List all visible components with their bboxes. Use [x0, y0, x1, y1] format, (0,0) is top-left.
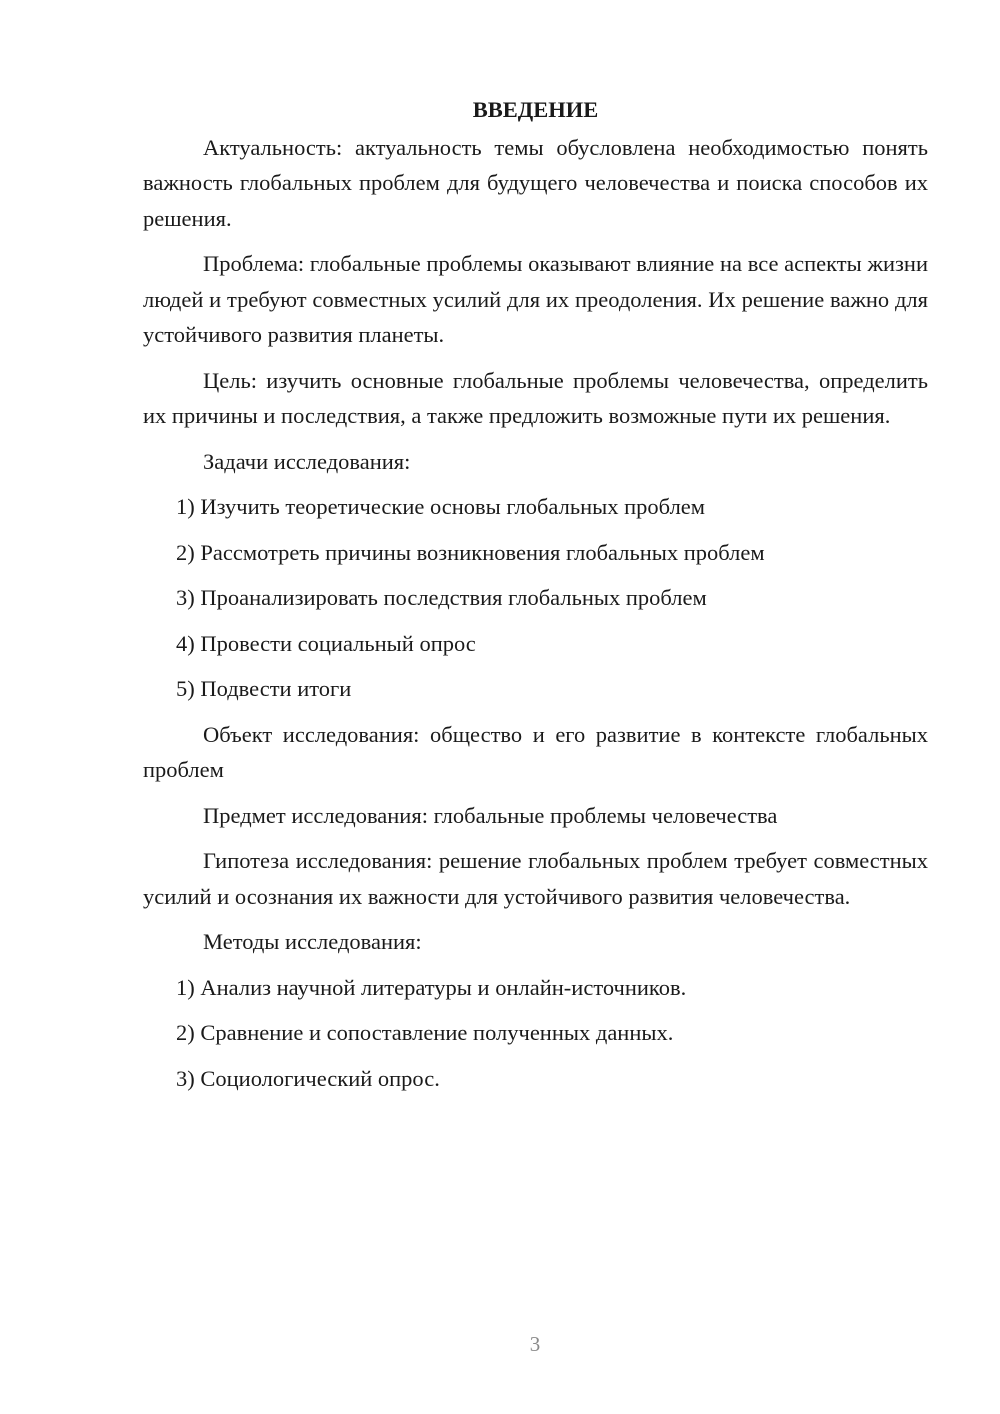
- object-paragraph: Объект исследования: общество и его развитие в контексте глобальных проблем: [143, 721, 928, 782]
- task-item: 2) Рассмотреть причины возникновения глобальных проблем: [176, 539, 765, 565]
- page-content: [143, 92, 928, 1106]
- task-item: 1) Изучить теоретические основы глобальных проблем: [176, 494, 706, 519]
- method-item: 3) Социологический опрос.: [176, 1065, 440, 1091]
- method-item: 1) Анализ научной литературы и онлайн-источников.: [176, 974, 687, 1000]
- page-number: 3: [529, 1332, 541, 1356]
- methods-list: [143, 970, 928, 1097]
- tasks-title: Задачи исследования:: [203, 448, 411, 474]
- tasks-list: [143, 489, 928, 707]
- problem-paragraph: Проблема: глобальные проблемы оказывают влияние на все аспекты жизни людей и требуют совместных усилий для их преодоления. Их решение важно для устойчивого развития планеты.: [143, 251, 928, 347]
- subject-paragraph: Предмет исследования: глобальные проблемы человечества: [203, 802, 778, 828]
- task-item: 4) Провести социальный опрос: [176, 630, 476, 656]
- goal-paragraph: Цель: изучить основные глобальные проблемы человечества, определить их причины и последствия, а также предложить возможные пути их решения.: [143, 367, 928, 428]
- methods-title: Методы исследования:: [203, 929, 422, 954]
- hypothesis-paragraph: Гипотеза исследования: решение глобальных проблем требует совместных усилий и осознания их важности для устойчивого развития человечества.: [143, 848, 928, 909]
- method-item: 2) Сравнение и сопоставление полученных данных.: [176, 1020, 674, 1045]
- task-item: 5) Подвести итоги: [176, 676, 352, 701]
- page-heading: ВВЕДЕНИЕ: [472, 97, 599, 122]
- actuality-paragraph: Актуальность: актуальность темы обусловлена необходимостью понять важность глобальных проблем для будущего человечества и поиска способов их решения.: [143, 134, 928, 231]
- task-item: 3) Проанализировать последствия глобальных проблем: [176, 585, 707, 610]
